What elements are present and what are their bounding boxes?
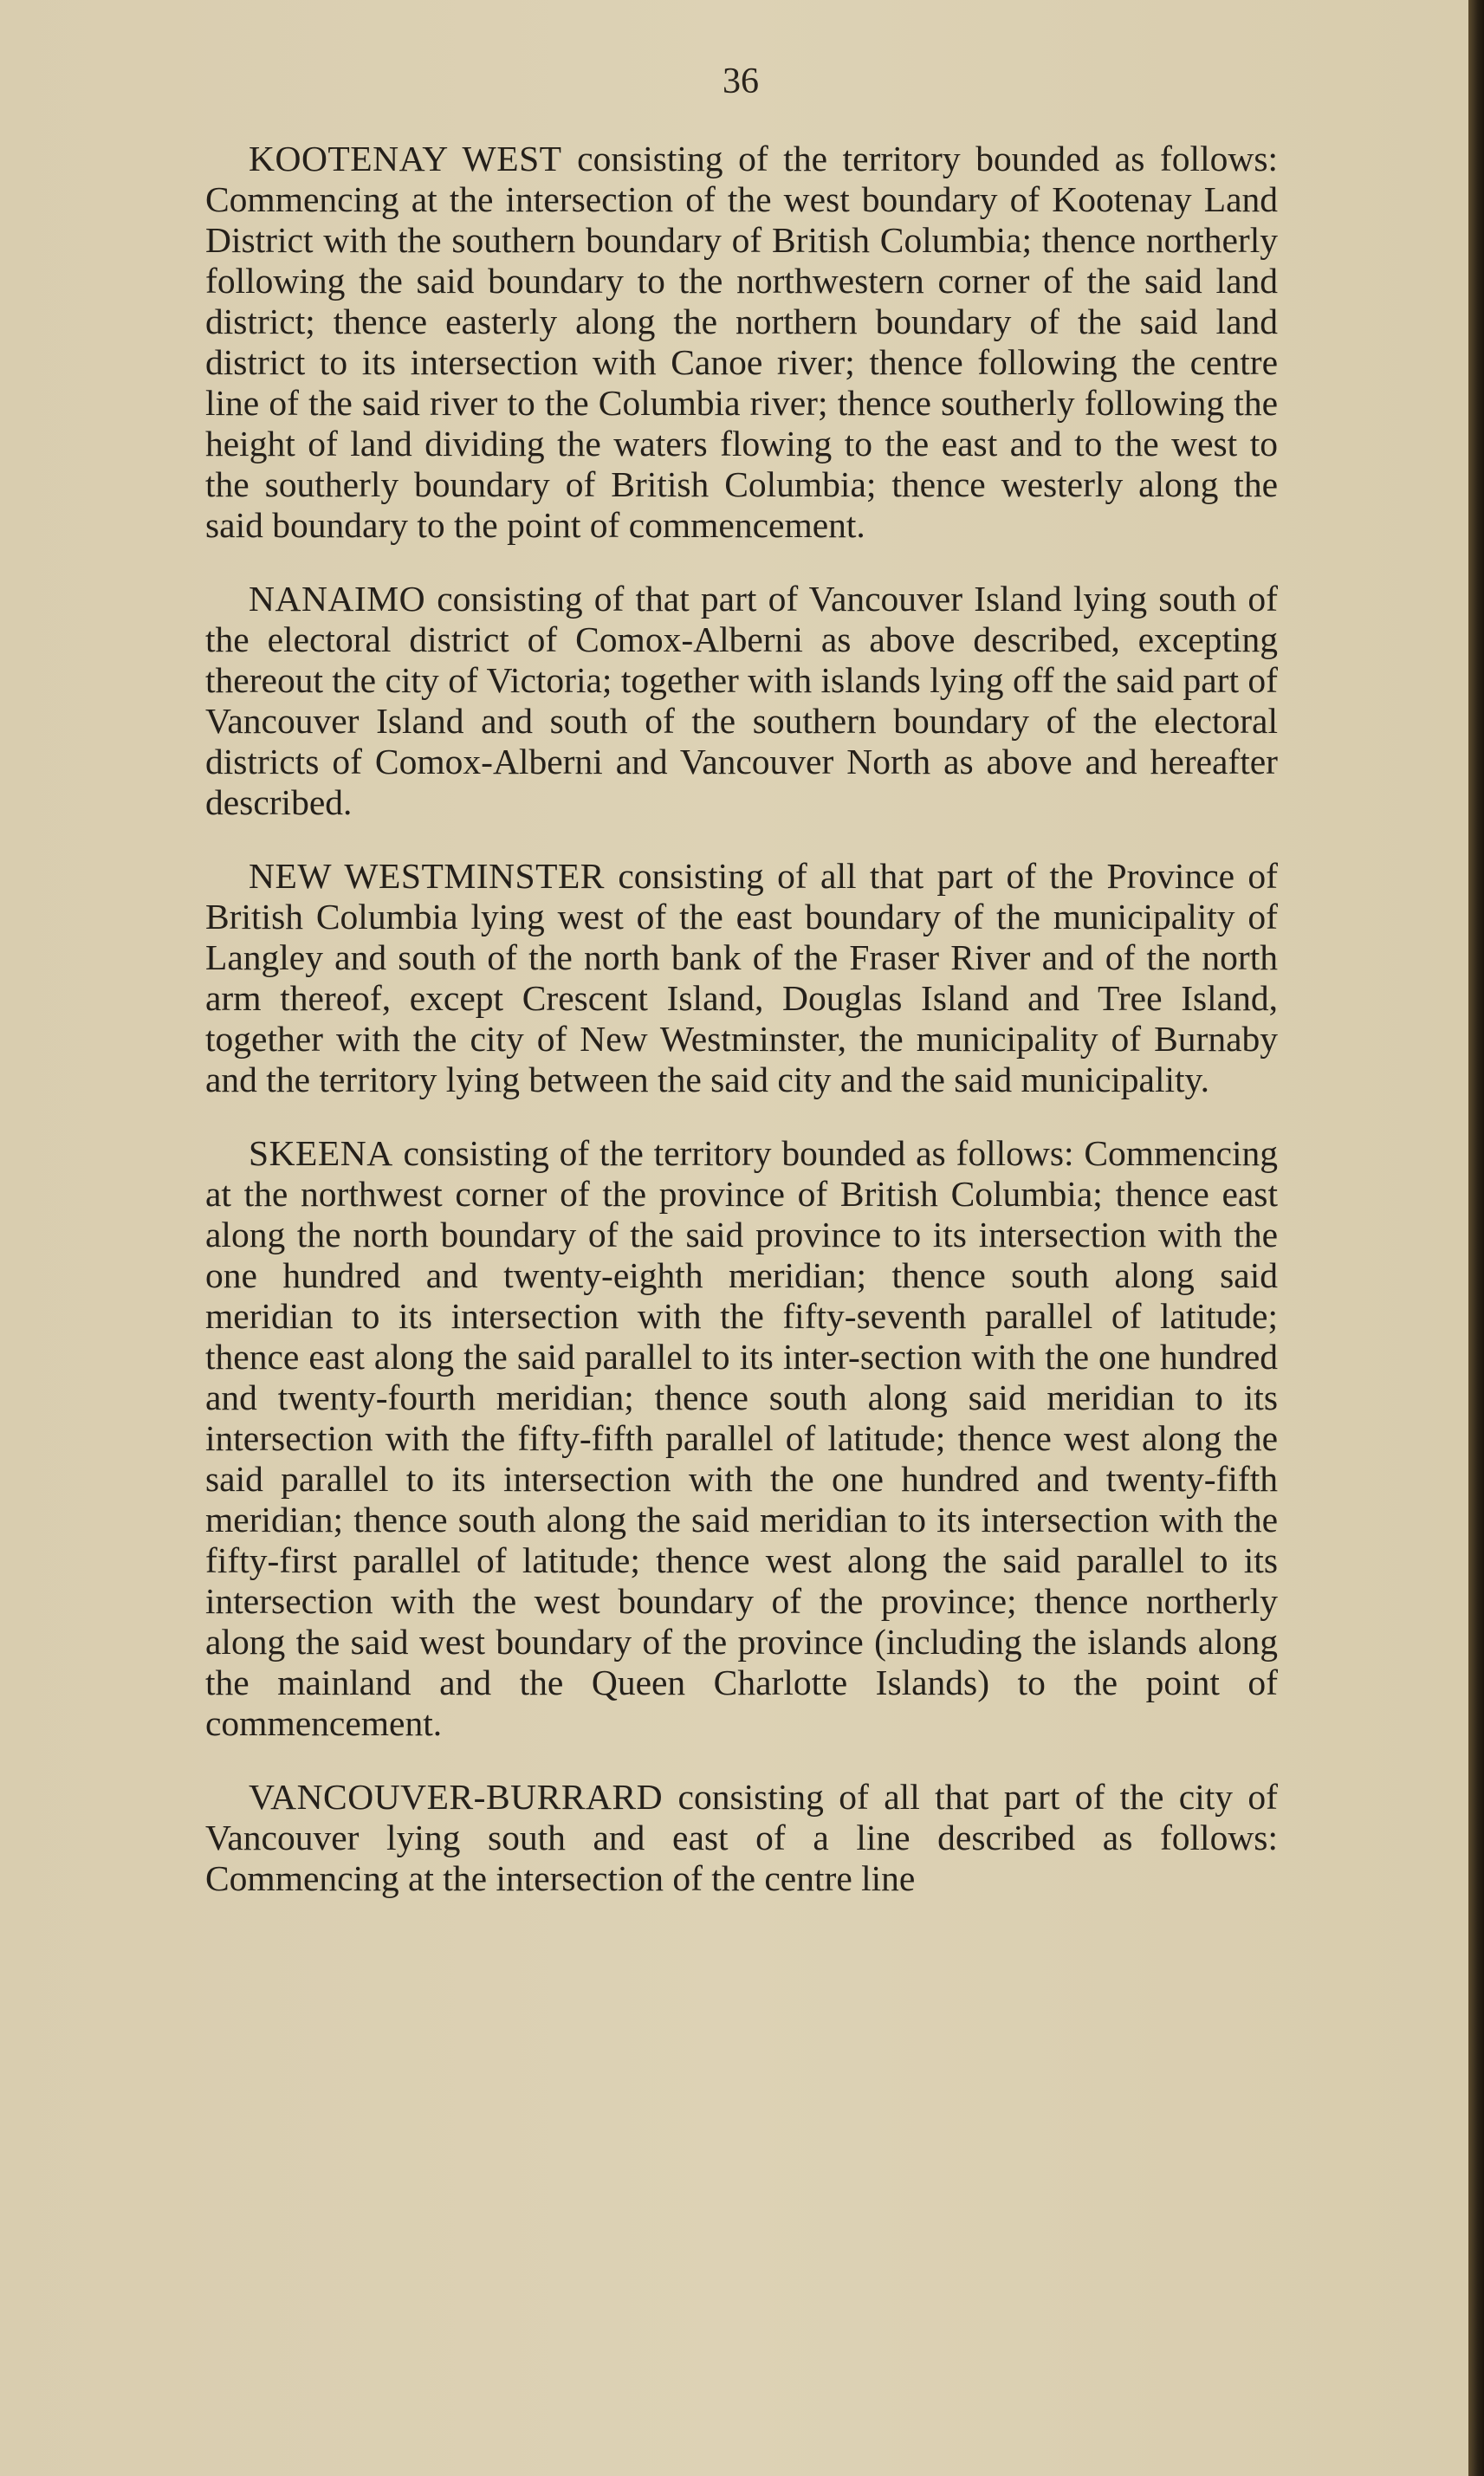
paragraph-new-westminster xyxy=(205,856,1278,1100)
district-description: consisting of that part of Vancouver Island lying south of the electoral district of Comox-Alberni as above described, excepting thereout the city of Victoria; together with islands lying off the said part of Vancouver Island and south of the southern boundary of the electoral districts of Comox-Alberni and Vancouver North as above and hereafter described. xyxy=(205,579,1278,822)
district-heading: KOOTENAY WEST xyxy=(249,139,562,178)
district-heading: VANCOUVER-BURRARD xyxy=(249,1777,664,1817)
district-heading: NANAIMO xyxy=(249,579,426,619)
district-description: consisting of the territory bounded as follows: Commencing at the intersection of the west boundary of Kootenay Land District with the southern boundary of British Columbia; thence northerly following the said boundary to the northwestern corner of the said land district; thence easterly along the northern boundary of the said land district to its intersection with Canoe river; thence following the centre line of the said river to the Columbia river; thence southerly following the height of land dividing the waters flowing to the east and to the west to the southerly boundary of British Columbia; thence westerly along the said boundary to the point of commencement. xyxy=(205,139,1278,545)
book-spine-edge xyxy=(1468,0,1484,2476)
paragraph-kootenay-west xyxy=(205,139,1278,546)
paragraph-nanaimo xyxy=(205,579,1278,823)
paragraph-skeena xyxy=(205,1133,1278,1744)
district-heading: NEW WESTMINSTER xyxy=(249,856,605,896)
district-heading: SKEENA xyxy=(249,1133,393,1173)
page-number: 36 xyxy=(723,62,759,101)
district-description: consisting of all that part of the city of Vancouver lying south and east of a line described as follows: Commencing at the intersection of the centre line xyxy=(205,1777,1278,1898)
district-description: consisting of all that part of the Province of British Columbia lying west of the east boundary of the municipality of Langley and south of the north bank of the Fraser River and of the north arm thereof, except Crescent Island, Douglas Island and Tree Island, together with the city of New Westminster, the municipality of Burnaby and the territory lying between the said city and the said municipality. xyxy=(205,856,1278,1099)
document-body xyxy=(205,139,1278,1899)
district-description: consisting of the territory bounded as follows: Commencing at the northwest corner of the province of British Columbia; thence east along the north boundary of the said province to its intersection with the one hundred and twenty-eighth meridian; thence south along said meridian to its intersection with the fifty-seventh parallel of latitude; thence east along the said parallel to its inter-section with the one hundred and twenty-fourth meridian; thence south along said meridian to its intersection with the fifty-fifth parallel of latitude; thence west along the said parallel to its intersection with the one hundred and twenty-fifth meridian; thence south along the said meridian to its intersection with the fifty-first parallel of latitude; thence west along the said parallel to its intersection with the west boundary of the province; thence northerly along the said west boundary of the province (including the islands along the mainland and the Queen Charlotte Islands) to the point of commencement. xyxy=(205,1133,1278,1743)
paragraph-vancouver-burrard xyxy=(205,1777,1278,1899)
